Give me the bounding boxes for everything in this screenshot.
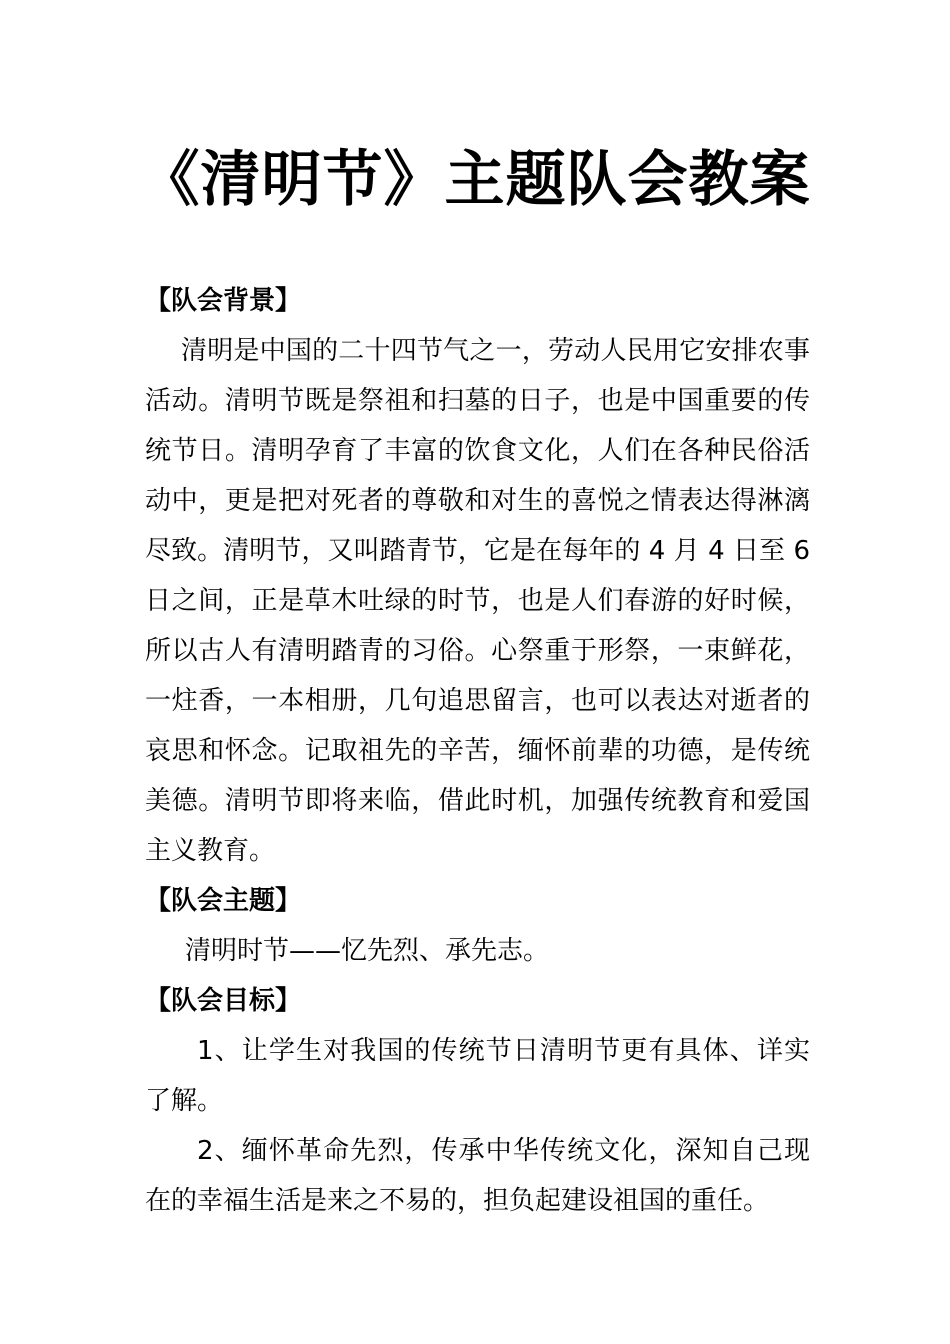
section-heading-theme: 【队会主题】 bbox=[145, 886, 302, 916]
goal-item-1: 1、让学生对我国的传统节日清明节更有具体、详实了解。 bbox=[145, 1036, 810, 1116]
section-heading-background: 【队会背景】 bbox=[145, 286, 302, 316]
document-body bbox=[145, 276, 810, 1226]
document-title: 《清明节》主题队会教案 bbox=[139, 145, 811, 215]
background-paragraph: 清明是中国的二十四节气之一，劳动人民用它安排农事活动。清明节既是祭祖和扫墓的日子，也是中国重要的传统节日。清明孕育了丰富的饮食文化，人们在各种民俗活动中，更是把对死者的尊敬和对生的喜悦之情表达得淋漓尽致。清明节，又叫踏青节，它是在每年的 4 月 4 日至 6 日之间，正是草木吐绿的时节，也是人们春游的好时候，所以古人有清明踏青的习俗。心祭重于形祭，一束鲜花，一炷香，一本相册，几句追思留言，也可以表达对逝者的哀思和怀念。记取祖先的辛苦，缅怀前辈的功德，是传统美德。清明节即将来临，借此时机，加强传统教育和爱国主义教育。 bbox=[145, 336, 810, 866]
goal-item-2: 2、缅怀革命先烈，传承中华传统文化，深知自己现在的幸福生活是来之不易的，担负起建设祖国的重任。 bbox=[145, 1136, 810, 1216]
section-heading-goals: 【队会目标】 bbox=[145, 986, 302, 1016]
theme-paragraph: 清明时节——忆先烈、承先志。 bbox=[185, 936, 550, 966]
